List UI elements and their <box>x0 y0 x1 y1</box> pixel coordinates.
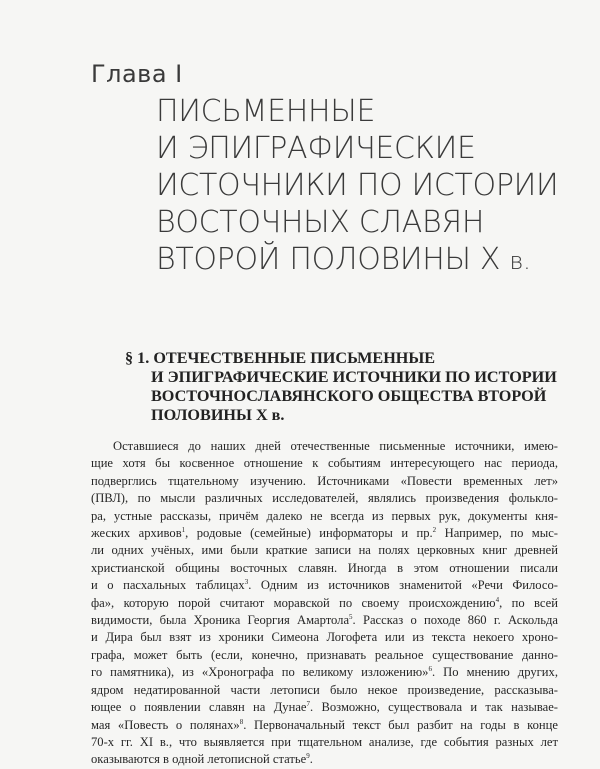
body-line <box>91 560 558 577</box>
body-text-run: ли одних учёных, ими были краткие записи на полях церковных книг древней <box>91 543 558 558</box>
body-line <box>91 629 558 646</box>
body-text-run: (ПВЛ), по мысли различных исследователей, являлись произведения фолькло- <box>91 491 558 506</box>
body-text-run: Оставшиеся до наших дней отечественные письменные источники, имею- <box>113 439 558 453</box>
body-text-run: мая «Повесть о полянах» <box>91 717 240 732</box>
body-line <box>91 682 558 699</box>
body-text-run: , родовые (семейные) информаторы и пр. <box>185 526 433 541</box>
body-line <box>91 577 558 594</box>
body-text-run: и Дира был взят из хроники Симеона Логофета или из текста некоего хроно- <box>91 630 558 645</box>
chapter-title-line-main: ВТОРОЙ ПОЛОВИНЫ X <box>156 242 501 277</box>
chapter-title <box>156 93 576 280</box>
section-heading-line: ВОСТОЧНОСЛАВЯНСКОГО ОБЩЕСТВА ВТОРОЙ <box>151 387 547 405</box>
body-text-run: , по всей <box>499 595 558 610</box>
footnote-ref: 6 <box>428 665 432 674</box>
footnote-ref: 7 <box>306 699 311 708</box>
body-text-run: . Первоначальный текст был разбит на годы в конце <box>243 717 558 732</box>
footnote-ref: 9 <box>306 752 310 761</box>
body-text-run: 70-х гг. XI в., что выявляется при тщательном анализе, где события разных лет <box>91 734 558 749</box>
body-line <box>91 664 558 681</box>
body-text-run: . Возможно, существовала и так называе- <box>310 700 558 715</box>
body-line <box>91 490 558 507</box>
footnote-ref: 5 <box>349 612 353 621</box>
chapter-title-line: И ЭПИГРАФИЧЕСКИЕ <box>156 131 476 166</box>
body-line <box>91 717 558 734</box>
footnote-ref: 8 <box>239 717 244 726</box>
section-heading <box>125 349 557 425</box>
chapter-title-line <box>156 241 576 280</box>
body-text-run: ядром недатированной части летописи было некое произведение, рассказыва- <box>91 682 558 697</box>
body-text-run: и о пасхальных таблицах <box>91 578 245 593</box>
body-text-run: . <box>309 752 313 767</box>
section-heading-line: И ЭПИГРАФИЧЕСКИЕ ИСТОЧНИКИ ПО ИСТОРИИ <box>151 368 557 386</box>
section-heading-line: ПОЛОВИНЫ X в. <box>151 406 285 424</box>
body-line <box>91 595 558 612</box>
body-text-run: ра, устные рассказы, причём далеко не всегда из первых рук, документы кня- <box>91 508 558 523</box>
body-line <box>91 473 558 490</box>
body-text-run: . Одним из источников знаменитой «Речи Филосо- <box>248 578 558 593</box>
body-line <box>91 542 558 559</box>
body-text-run: фа», которую порой считают моравской по своему происхождению <box>91 595 496 610</box>
body-line <box>91 508 558 525</box>
body-line <box>91 438 558 455</box>
body-text-run: . Рассказ о походе 860 г. Аскольда <box>352 613 558 628</box>
body-text-run: щие хотя бы косвенное отношение к событиям интересующего нас периода, <box>91 456 558 471</box>
body-line <box>91 751 558 768</box>
body-text-run: графа, может быть (если, конечно, признавать реальное существование данно- <box>91 647 558 662</box>
body-line <box>91 525 558 542</box>
body-line <box>91 647 558 664</box>
body-text-run: жеских архивов <box>91 526 182 541</box>
chapter-label: Глава I <box>91 60 183 88</box>
footnote-ref: 4 <box>495 595 500 604</box>
chapter-title-line: ПИСЬМЕННЫЕ <box>156 94 376 129</box>
chapter-title-line-suffix: в. <box>509 247 531 275</box>
body-text-run: . По мнению других, <box>431 665 558 680</box>
body-text-run: оказываются в одной летописной статье <box>91 752 307 767</box>
footnote-ref: 2 <box>432 525 437 534</box>
body-text-run: христианской общины восточных славян. Иногда в этом отношении писали <box>91 560 558 575</box>
section-heading-line: § 1. ОТЕЧЕСТВЕННЫЕ ПИСЬМЕННЫЕ <box>125 349 436 367</box>
body-text-run: видимости, была Хроника Георгия Амартола <box>91 613 350 628</box>
body-text-run: подверглись тщательному изучению. Источниками «Повести временных лет» <box>91 473 558 488</box>
body-paragraph <box>91 438 558 769</box>
body-text-run: Например, по мыс- <box>436 526 559 541</box>
body-text-run: ющее о появлении славян на Дунае <box>91 700 307 715</box>
body-text-run: го памятника), из «Хронографа по великому изложению» <box>91 665 429 680</box>
footnote-ref: 1 <box>181 525 186 534</box>
body-line <box>91 612 558 629</box>
footnote-ref: 3 <box>244 578 249 587</box>
chapter-title-line: ИСТОЧНИКИ ПО ИСТОРИИ <box>156 168 559 203</box>
body-line <box>91 455 558 472</box>
body-line <box>91 734 558 751</box>
chapter-title-line: ВОСТОЧНЫХ СЛАВЯН <box>156 205 485 240</box>
body-line <box>91 699 558 716</box>
